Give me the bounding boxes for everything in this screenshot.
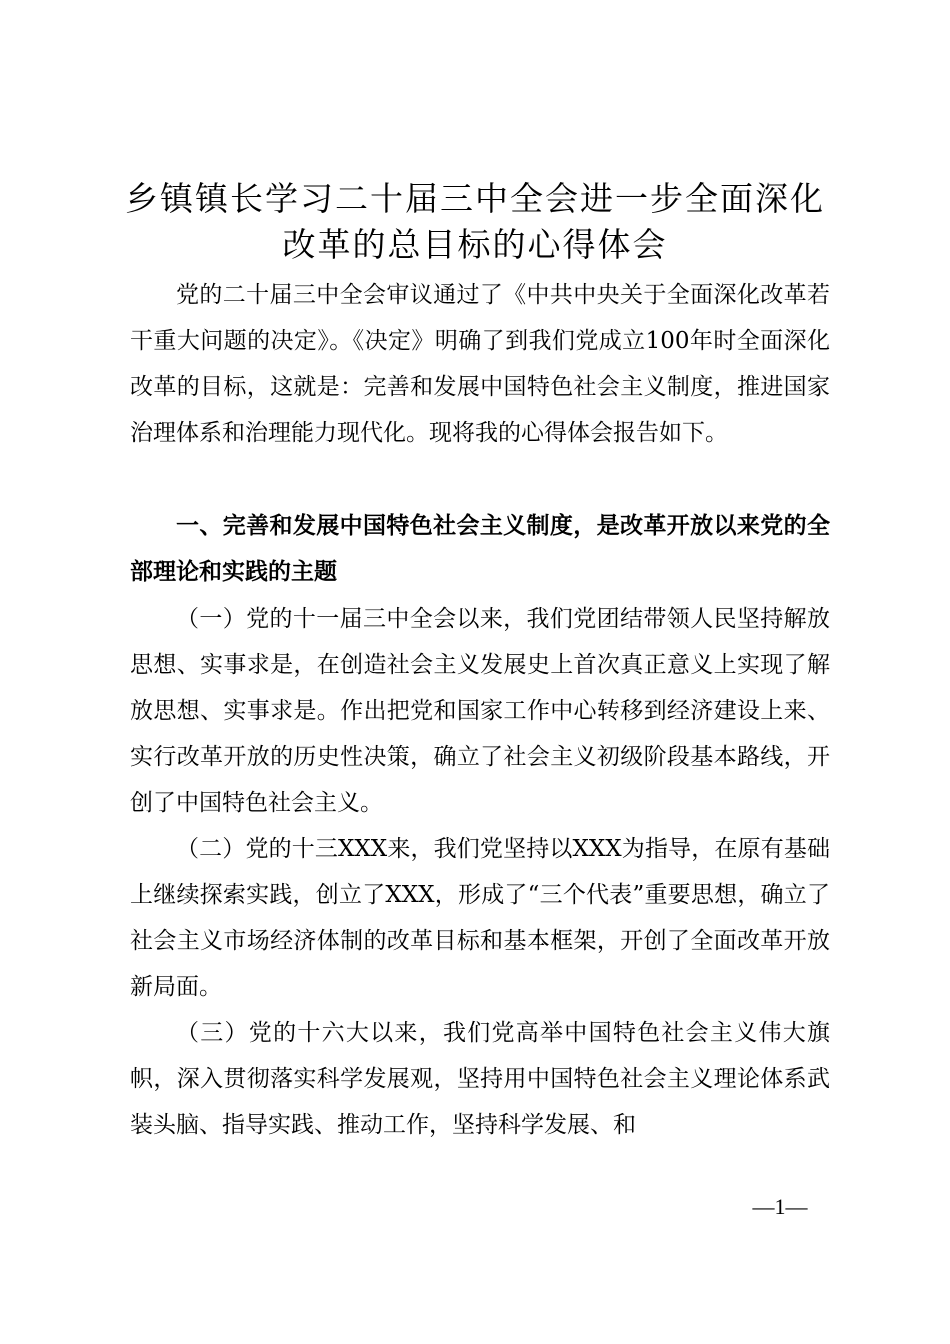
paragraph-item-3: （三）党的十六大以来，我们党高举中国特色社会主义伟大旗帜，深入贯彻落实科学发展观，坚持用中国特色社会主义理论体系武装头脑、指导实践、推动工作，坚持科学发展、和 <box>130 1020 830 1138</box>
paragraph-item-1: （一）党的十一届三中全会以来，我们党团结带领人民坚持解放思想、实事求是，在创造社会主义发展史上首次真正意义上实现了解放思想、实事求是。作出把党和国家工作中心转移到经济建设上来、实行改革开放的历史性决策，确立了社会主义初级阶段基本路线，开创了中国特色社会主义。 <box>130 606 830 816</box>
paragraph-item-2: （二）党的十三XXX来，我们党坚持以XXX为指导，在原有基础上继续探索实践，创立了XXX，形成了“三个代表”重要思想，确立了社会主义市场经济体制的改革目标和基本框架，开创了全面改革开放新局面。 <box>130 836 830 1000</box>
intro-paragraph: 党的二十届三中全会审议通过了《中共中央关于全面深化改革若干重大问题的决定》。《决定》明确了到我们党成立100年时全面深化改革的目标，这就是：完善和发展中国特色社会主义制度，推进国家治理体系和治理能力现代化。现将我的心得体会报告如下。 <box>130 282 830 446</box>
page-number: —1— <box>752 1194 808 1219</box>
document-title-line-2: 改革的总目标的心得体会 <box>282 225 668 264</box>
section-heading-1: 一、完善和发展中国特色社会主义制度，是改革开放以来党的全部理论和实践的主题 <box>130 513 830 585</box>
document-title-line-1: 乡镇镇长学习二十届三中全会进一步全面深化 <box>125 179 825 218</box>
